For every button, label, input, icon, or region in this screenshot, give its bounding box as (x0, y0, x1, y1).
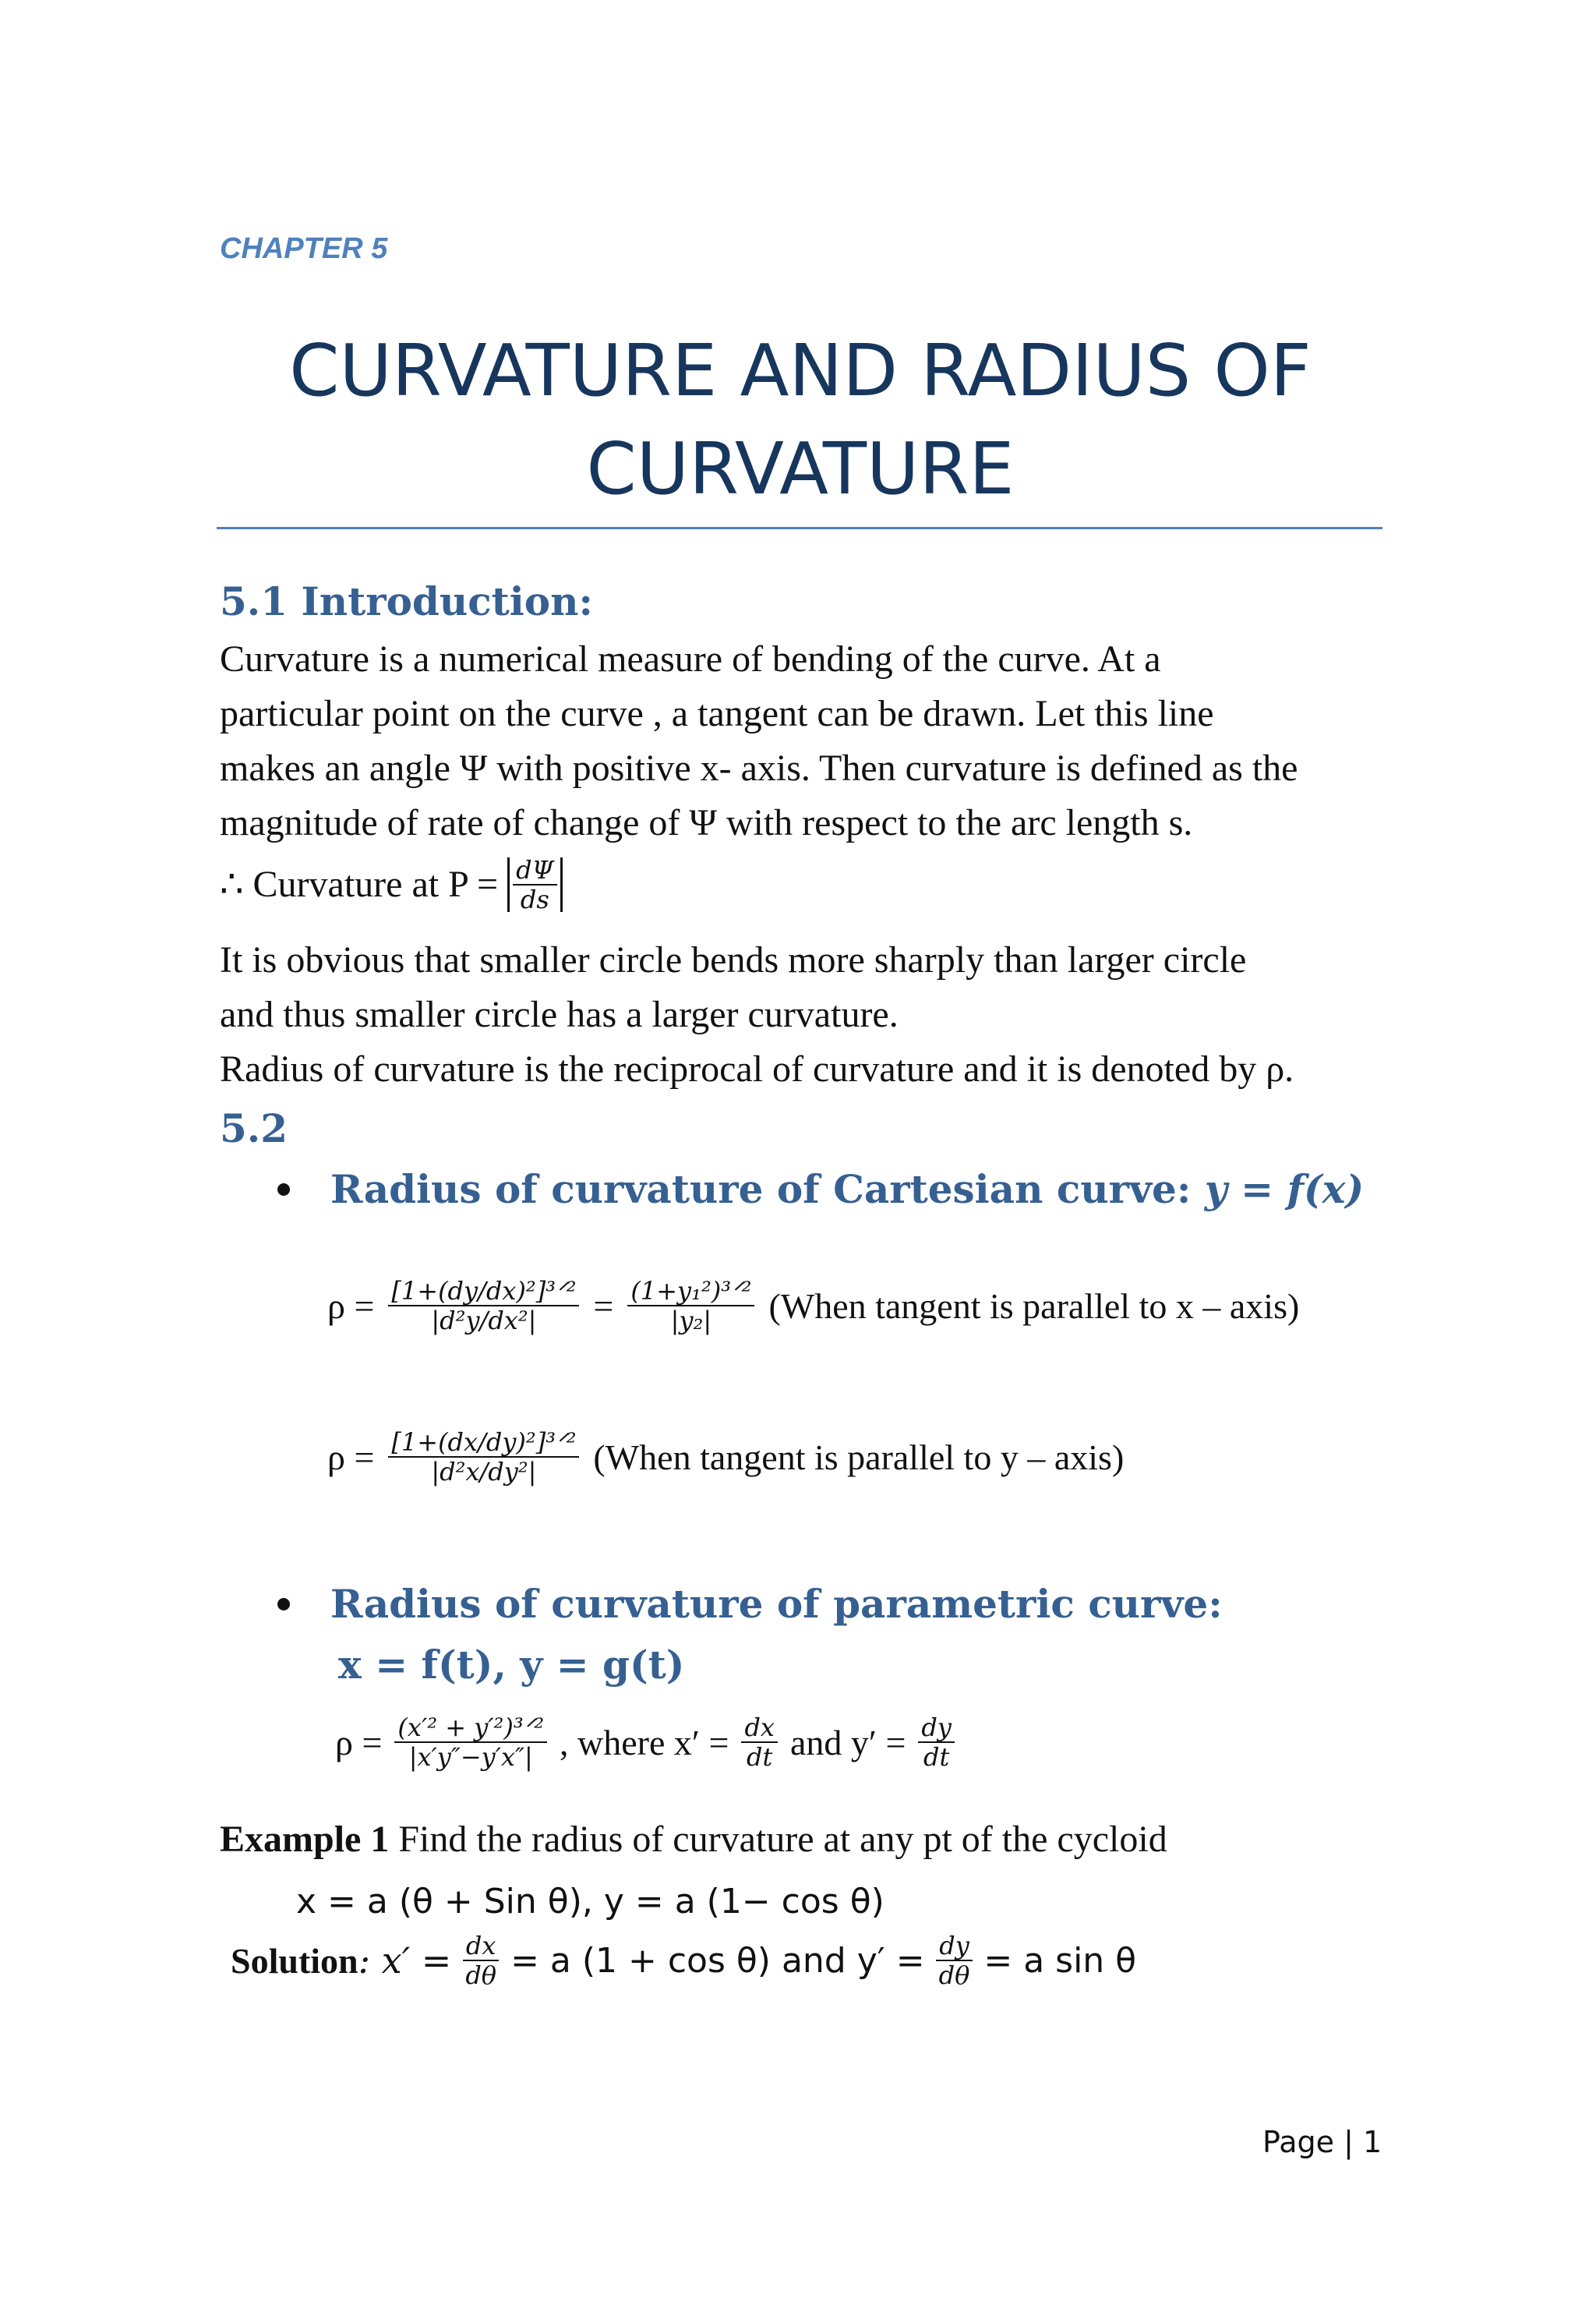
formula-1b-denominator: |y₂| (670, 1306, 712, 1335)
sol-dtheta-denominator: dθ (938, 1960, 970, 1990)
bullet-2-text: Radius of curvature of parametric curve: (330, 1581, 1223, 1627)
solution-part-a: : x′ = (358, 1939, 452, 1981)
dy-numerator: dy (918, 1715, 955, 1743)
intro-line-4: magnitude of rate of change of Ψ with respect to the arc length s. (220, 802, 1193, 843)
title-divider (217, 527, 1382, 529)
formula-1b-fraction (627, 1278, 754, 1333)
dy-dt-fraction (918, 1713, 955, 1772)
intro-line-7: Radius of curvature is the reciprocal of curvature and it is denoted by ρ. (220, 1048, 1294, 1090)
solution-part-c: = a sin θ (983, 1940, 1137, 1981)
formula-3-where: , where x′ = (560, 1722, 729, 1762)
formula-2-note: (When tangent is parallel to y – axis) (593, 1437, 1125, 1477)
intro-line-2: particular point on the curve , a tangent can be drawn. Let this line (220, 693, 1214, 734)
rho-label: ρ = (327, 1285, 375, 1326)
bullet-2-math: x = f(t), y = g(t) (338, 1642, 685, 1688)
intro-line-6: and thus smaller circle has a larger curvature. (220, 994, 899, 1035)
formula-2-numerator: [1+(dx/dy)²]³ᐟ² (388, 1430, 579, 1458)
formula-1b-numerator: (1+y₁²)³ᐟ² (627, 1278, 754, 1306)
formula-1-fraction (388, 1278, 579, 1333)
solution-part-b: = a (1 + cos θ) and y′ = (510, 1940, 925, 1981)
bullet-1-math: y = f(x) (1204, 1166, 1365, 1212)
page-number: Page | 1 (1262, 2125, 1382, 2159)
bullet-1-label: Radius of curvature of Cartesian curve: (330, 1166, 1205, 1212)
curvature-fraction (513, 857, 557, 912)
page-title-line-2: CURVATURE (586, 427, 1015, 511)
example-1-line (220, 1821, 1167, 1858)
intro-line-5: It is obvious that smaller circle bends more sharply than larger circle (220, 939, 1247, 981)
formula-3-denominator: |x′y″−y′x″| (408, 1742, 533, 1772)
solution-line (231, 1933, 1136, 1988)
solution-label: Solution (231, 1940, 358, 1981)
formula-1-denominator: |d²y/dx²| (431, 1306, 537, 1335)
cycloid-equation: x = a (θ + Sin θ), y = a (1− cos θ) (296, 1882, 885, 1921)
example-text: Find the radius of curvature at any pt of the cycloid (389, 1819, 1167, 1860)
dt-denominator: dt (747, 1742, 773, 1772)
chapter-label: CHAPTER 5 (220, 232, 388, 265)
intro-heading: 5.1 Introduction: (220, 578, 593, 624)
formula-3-numerator: (x′² + y′²)³ᐟ² (394, 1715, 547, 1743)
formula-1-note: (When tangent is parallel to x – axis) (768, 1285, 1300, 1326)
section-5-2-heading: 5.2 (220, 1105, 288, 1151)
formula-cartesian-x (327, 1278, 1299, 1333)
curvature-denominator: ds (520, 885, 549, 914)
formula-1-numerator: [1+(dy/dx)²]³ᐟ² (388, 1278, 579, 1306)
sol-dx-numerator: dx (463, 1933, 500, 1961)
intro-line-3: makes an angle Ψ with positive x- axis. Then curvature is defined as the (220, 748, 1298, 789)
bullet-1-dot (277, 1183, 290, 1196)
dt-denominator: dt (923, 1742, 950, 1772)
formula-3-fraction (394, 1713, 547, 1772)
bullet-2-dot (277, 1598, 290, 1610)
formula-parametric (335, 1713, 955, 1772)
curvature-prefix: ∴ Curvature at P = (220, 864, 499, 905)
formula-2-fraction (388, 1427, 579, 1487)
dx-numerator: dx (741, 1715, 778, 1743)
formula-3-and: and y′ = (789, 1722, 906, 1762)
sol-dy-numerator: dy (936, 1933, 973, 1961)
rho-label: ρ = (327, 1437, 375, 1477)
dx-dt-fraction (741, 1713, 778, 1772)
equals-sign: = (593, 1285, 614, 1326)
bullet-1-text (330, 1166, 1364, 1212)
curvature-numerator: dΨ (513, 857, 557, 886)
example-label: Example 1 (220, 1819, 390, 1860)
dx-dtheta-fraction (462, 1933, 500, 1988)
formula-cartesian-y (327, 1427, 1125, 1487)
formula-2-denominator: |d²x/dy²| (431, 1457, 537, 1487)
rho-label: ρ = (335, 1722, 383, 1762)
sol-dtheta-denominator: dθ (465, 1960, 497, 1990)
intro-line-1: Curvature is a numerical measure of bending of the curve. At a (220, 638, 1161, 680)
curvature-abs (507, 857, 563, 912)
page-title-line-1: CURVATURE AND RADIUS OF (289, 329, 1312, 412)
dy-dtheta-fraction (936, 1933, 973, 1988)
curvature-formula (220, 857, 563, 912)
